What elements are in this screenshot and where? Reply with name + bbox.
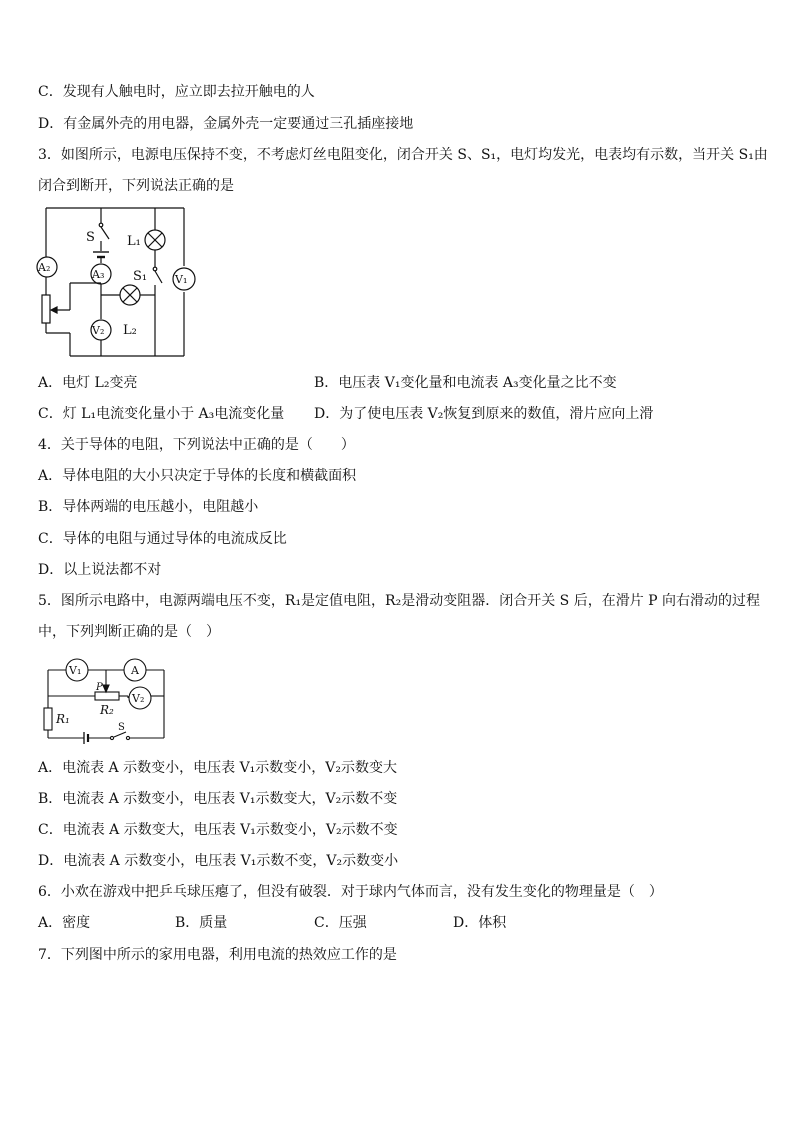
- label-v1: V₁: [175, 273, 188, 286]
- q6-stem: 6．小欢在游戏中把乒乓球压瘪了，但没有破裂．对于球内气体而言，没有发生变化的物理量是（ ）: [38, 884, 663, 900]
- q6-option-b: B．质量: [175, 915, 228, 931]
- q5-option-d: D．电流表 A 示数变小，电压表 V₁示数不变，V₂示数变小: [38, 853, 399, 869]
- rheostat-icon: [42, 295, 50, 323]
- switch-s-icon: [110, 736, 113, 739]
- label-p: P: [96, 682, 103, 693]
- label-l2: L₂: [123, 323, 137, 338]
- resistor-r1-icon: [44, 708, 52, 730]
- q5-option-a: A．电流表 A 示数变小，电压表 V₁示数变小，V₂示数变大: [38, 760, 398, 776]
- q3-option-d: D．为了使电压表 V₂恢复到原来的数值，滑片应向上滑: [314, 406, 654, 422]
- q4-option-d: D．以上说法都不对: [38, 562, 162, 578]
- q3-circuit-figure: [34, 203, 204, 363]
- q4-stem: 4．关于导体的电阻，下列说法中正确的是（ ）: [38, 437, 355, 453]
- label-v2: V₂: [132, 692, 145, 705]
- q3-option-b: B．电压表 V₁变化量和电流表 A₃变化量之比不变: [314, 375, 617, 391]
- q3-option-a: A．电灯 L₂变亮: [38, 375, 138, 391]
- q6-option-a: A．密度: [38, 915, 91, 931]
- label-a: A: [131, 664, 139, 677]
- label-a2: A₂: [38, 261, 51, 274]
- label-r1: R₁: [56, 712, 70, 726]
- label-s: S: [118, 722, 125, 733]
- q4-option-c: C．导体的电阻与通过导体的电流成反比: [38, 531, 287, 547]
- q7-stem: 7．下列图中所示的家用电器，利用电流的热效应工作的是: [38, 947, 397, 963]
- label-r2: R₂: [100, 703, 114, 717]
- q3-stem-line2: 闭合到断开，下列说法正确的是: [38, 178, 234, 194]
- q5-option-b: B．电流表 A 示数变小，电压表 V₁示数变大，V₂示数不变: [38, 791, 398, 807]
- rheostat-r2-icon: [95, 692, 119, 700]
- label-s1: S₁: [133, 269, 148, 284]
- q5-circuit-figure: [40, 652, 172, 748]
- q5-stem-line2: 中，下列判断正确的是（ ）: [38, 624, 220, 640]
- q3-stem-line1: 3．如图所示，电源电压保持不变，不考虑灯丝电阻变化，闭合开关 S、S₁，电灯均发光，电表均有示数，当开关 S₁由: [38, 147, 768, 163]
- q4-option-b: B．导体两端的电压越小，电阻越小: [38, 499, 259, 515]
- q5-stem-line1: 5．图所示电路中，电源两端电压不变，R₁是定值电阻，R₂是滑动变阻器．闭合开关 S 后，在滑片 P 向右滑动的过程: [38, 593, 761, 609]
- label-v2: V₂: [92, 324, 105, 337]
- q2-option-d: D．有金属外壳的用电器，金属外壳一定要通过三孔插座接地: [38, 116, 414, 132]
- q3-option-c: C．灯 L₁电流变化量小于 A₃电流变化量: [38, 406, 285, 422]
- q4-option-a: A．导体电阻的大小只决定于导体的长度和横截面积: [38, 468, 357, 484]
- q6-option-c: C．压强: [314, 915, 367, 931]
- q6-option-d: D．体积: [453, 915, 507, 931]
- label-v1: V₁: [69, 664, 82, 677]
- q5-option-c: C．电流表 A 示数变大，电压表 V₁示数变小，V₂示数不变: [38, 822, 398, 838]
- label-s: S: [86, 230, 95, 245]
- label-a3: A₃: [92, 268, 105, 281]
- q2-option-c: C．发现有人触电时，应立即去拉开触电的人: [38, 84, 315, 100]
- label-l1: L₁: [127, 234, 141, 249]
